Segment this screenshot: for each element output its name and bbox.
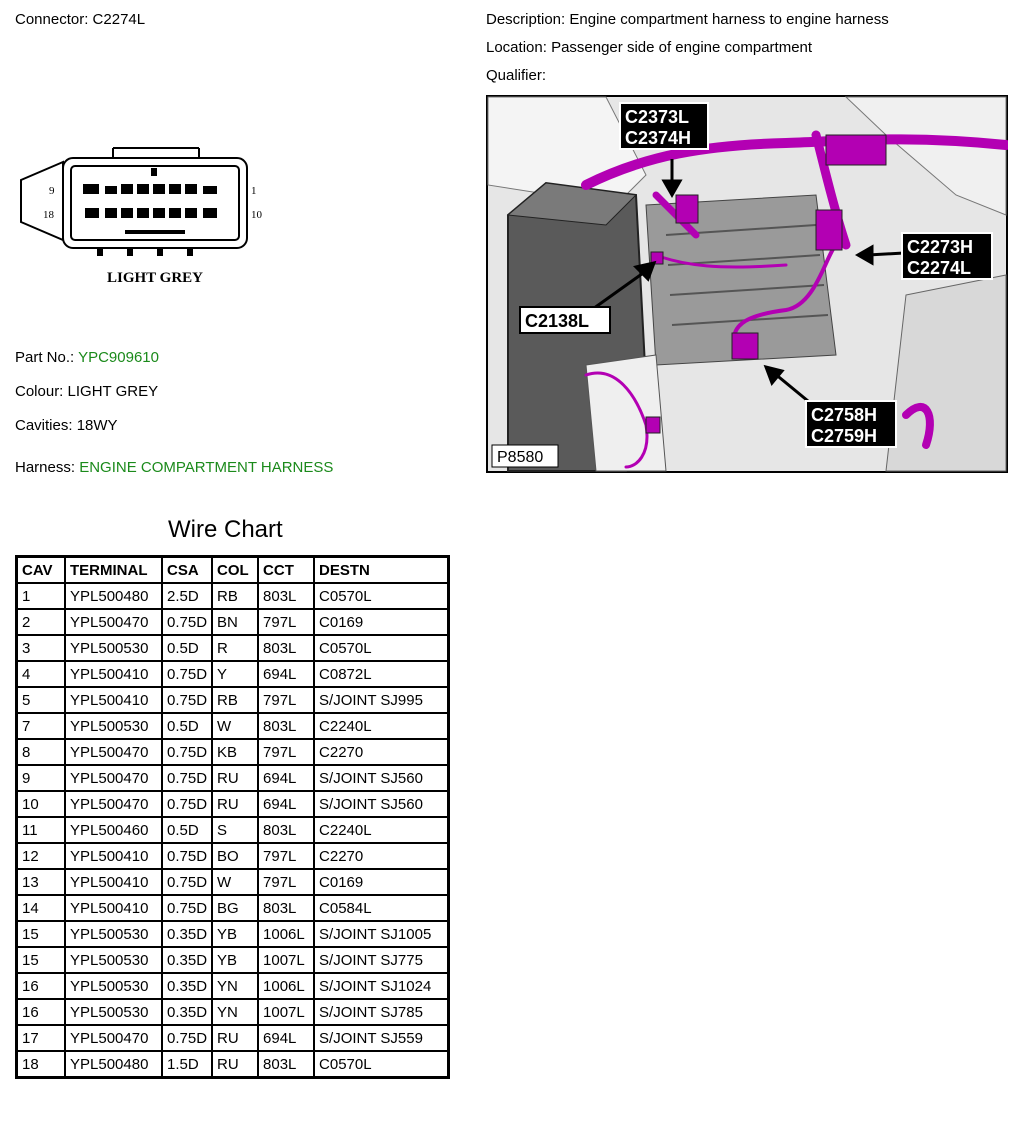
cell-cav: 3 xyxy=(17,635,66,661)
cell-cav: 11 xyxy=(17,817,66,843)
cell-terminal: YPL500530 xyxy=(65,921,162,947)
cell-destn: S/JOINT SJ1005 xyxy=(314,921,449,947)
cell-csa: 2.5D xyxy=(162,583,212,609)
cell-csa: 1.5D xyxy=(162,1051,212,1078)
wire-chart-table xyxy=(15,555,450,1079)
callout-c2374h: C2374H xyxy=(625,128,692,148)
pin-10-label: 10 xyxy=(251,209,262,221)
cell-col: YN xyxy=(212,999,258,1025)
part-number-label: Part No.: xyxy=(15,349,75,366)
connector-block-c2373l xyxy=(676,195,698,223)
header-terminal: TERMINAL xyxy=(65,557,162,584)
cell-cct: 1006L xyxy=(258,973,314,999)
callout-c2758h: C2758H xyxy=(811,405,878,425)
table-row xyxy=(17,713,449,739)
qualifier-label: Qualifier: xyxy=(486,67,547,84)
cell-destn: C2270 xyxy=(314,843,449,869)
cell-cct: 803L xyxy=(258,1051,314,1078)
cell-cct: 803L xyxy=(258,817,314,843)
cell-cav: 18 xyxy=(17,1051,66,1078)
table-row xyxy=(17,765,449,791)
cell-cav: 12 xyxy=(17,843,66,869)
cell-destn: C0169 xyxy=(314,609,449,635)
cell-csa: 0.75D xyxy=(162,687,212,713)
table-row xyxy=(17,817,449,843)
cell-destn: S/JOINT SJ995 xyxy=(314,687,449,713)
qualifier-line xyxy=(486,67,546,84)
header-destn: DESTN xyxy=(314,557,449,584)
harness-label: Harness: xyxy=(15,459,76,476)
cell-cav: 16 xyxy=(17,973,66,999)
photo-ref: P8580 xyxy=(497,449,544,466)
cell-destn: S/JOINT SJ559 xyxy=(314,1025,449,1051)
cell-col: YB xyxy=(212,921,258,947)
cell-destn: S/JOINT SJ775 xyxy=(314,947,449,973)
table-row xyxy=(17,687,449,713)
location-photo xyxy=(486,95,1008,473)
cell-cct: 1006L xyxy=(258,921,314,947)
cell-cav: 17 xyxy=(17,1025,66,1051)
table-row xyxy=(17,1025,449,1051)
header-csa: CSA xyxy=(162,557,212,584)
cavities-line xyxy=(15,417,118,434)
table-row xyxy=(17,947,449,973)
cell-destn: S/JOINT SJ1024 xyxy=(314,973,449,999)
cell-cct: 1007L xyxy=(258,947,314,973)
pin-18-label: 18 xyxy=(43,209,54,221)
cell-col: KB xyxy=(212,739,258,765)
cell-terminal: YPL500410 xyxy=(65,687,162,713)
part-number-value: YPC909610 xyxy=(78,349,159,366)
cell-col: RB xyxy=(212,687,258,713)
cell-terminal: YPL500410 xyxy=(65,661,162,687)
cell-terminal: YPL500470 xyxy=(65,609,162,635)
cell-csa: 0.75D xyxy=(162,791,212,817)
cell-cct: 694L xyxy=(258,661,314,687)
wire-chart-title: Wire Chart xyxy=(168,516,283,543)
cell-csa: 0.35D xyxy=(162,973,212,999)
cell-csa: 0.35D xyxy=(162,947,212,973)
cell-destn: S/JOINT SJ560 xyxy=(314,765,449,791)
cell-cct: 797L xyxy=(258,843,314,869)
part-number-line xyxy=(15,349,159,366)
table-row xyxy=(17,895,449,921)
cell-csa: 0.75D xyxy=(162,765,212,791)
cell-terminal: YPL500480 xyxy=(65,583,162,609)
table-row xyxy=(17,973,449,999)
cell-col: RU xyxy=(212,765,258,791)
callout-c2273h: C2273H xyxy=(907,237,974,257)
cell-cav: 10 xyxy=(17,791,66,817)
cell-cav: 14 xyxy=(17,895,66,921)
cell-col: R xyxy=(212,635,258,661)
cell-destn: C0570L xyxy=(314,1051,449,1078)
cell-destn: S/JOINT SJ785 xyxy=(314,999,449,1025)
cell-csa: 0.75D xyxy=(162,739,212,765)
cell-destn: C2270 xyxy=(314,739,449,765)
cell-csa: 0.75D xyxy=(162,609,212,635)
cell-cav: 15 xyxy=(17,947,66,973)
cell-csa: 0.35D xyxy=(162,921,212,947)
cell-terminal: YPL500530 xyxy=(65,973,162,999)
cell-cav: 5 xyxy=(17,687,66,713)
connector-heading xyxy=(15,11,145,28)
location-label: Location: xyxy=(486,39,547,56)
connector-colour-caption: LIGHT GREY xyxy=(107,270,203,286)
cell-cct: 803L xyxy=(258,713,314,739)
cell-destn: C0584L xyxy=(314,895,449,921)
table-row xyxy=(17,921,449,947)
description-value: Engine compartment harness to engine harness xyxy=(569,11,889,28)
cell-cct: 797L xyxy=(258,687,314,713)
cell-terminal: YPL500470 xyxy=(65,1025,162,1051)
cell-cav: 2 xyxy=(17,609,66,635)
cell-col: W xyxy=(212,713,258,739)
cell-cav: 1 xyxy=(17,583,66,609)
cell-csa: 0.75D xyxy=(162,661,212,687)
cell-terminal: YPL500470 xyxy=(65,765,162,791)
cell-destn: C0570L xyxy=(314,583,449,609)
cell-cav: 16 xyxy=(17,999,66,1025)
table-row xyxy=(17,843,449,869)
header-cct: CCT xyxy=(258,557,314,584)
cell-col: RU xyxy=(212,1051,258,1078)
cell-csa: 0.75D xyxy=(162,869,212,895)
cell-csa: 0.75D xyxy=(162,843,212,869)
table-row xyxy=(17,1051,449,1078)
table-row xyxy=(17,739,449,765)
colour-label: Colour: xyxy=(15,383,64,400)
cell-terminal: YPL500480 xyxy=(65,1051,162,1078)
description-line xyxy=(486,11,889,28)
cell-cct: 694L xyxy=(258,791,314,817)
cell-cct: 694L xyxy=(258,765,314,791)
colour-value: LIGHT GREY xyxy=(67,383,159,400)
callout-c2373l: C2373L xyxy=(625,107,690,127)
cell-terminal: YPL500410 xyxy=(65,895,162,921)
location-value: Passenger side of engine compartment xyxy=(551,39,813,56)
cell-destn: S/JOINT SJ560 xyxy=(314,791,449,817)
cell-cct: 797L xyxy=(258,609,314,635)
cell-destn: C2240L xyxy=(314,713,449,739)
cavities-label: Cavities: xyxy=(15,417,73,434)
cell-destn: C0169 xyxy=(314,869,449,895)
cell-terminal: YPL500530 xyxy=(65,947,162,973)
cell-terminal: YPL500530 xyxy=(65,999,162,1025)
table-row xyxy=(17,583,449,609)
cell-terminal: YPL500460 xyxy=(65,817,162,843)
callout-c2138l: C2138L xyxy=(525,311,590,331)
harness-line xyxy=(15,459,333,476)
connector-block-c2758h xyxy=(732,333,758,359)
connector-latch-shape xyxy=(21,162,63,240)
cell-terminal: YPL500530 xyxy=(65,635,162,661)
cell-col: S xyxy=(212,817,258,843)
cell-terminal: YPL500410 xyxy=(65,869,162,895)
callout-c2759h: C2759H xyxy=(811,426,878,446)
pin-9-label: 9 xyxy=(49,185,55,197)
cell-cct: 797L xyxy=(258,869,314,895)
connector-face-drawing xyxy=(15,140,275,290)
table-row xyxy=(17,661,449,687)
cell-cav: 13 xyxy=(17,869,66,895)
cell-cav: 9 xyxy=(17,765,66,791)
cell-csa: 0.5D xyxy=(162,635,212,661)
connector-block-c2274l xyxy=(816,210,842,250)
cell-csa: 0.5D xyxy=(162,713,212,739)
connector-label: Connector: xyxy=(15,11,89,28)
cell-terminal: YPL500470 xyxy=(65,791,162,817)
cell-col: RU xyxy=(212,1025,258,1051)
cell-cct: 1007L xyxy=(258,999,314,1025)
connector-value: C2274L xyxy=(92,11,146,28)
cell-cct: 803L xyxy=(258,583,314,609)
cell-cct: 797L xyxy=(258,739,314,765)
wire-chart-header-row xyxy=(17,557,449,584)
table-row xyxy=(17,791,449,817)
header-col: COL xyxy=(212,557,258,584)
cell-col: YB xyxy=(212,947,258,973)
pin-1-label: 1 xyxy=(251,185,257,197)
table-row xyxy=(17,999,449,1025)
cell-col: BN xyxy=(212,609,258,635)
cell-destn: C2240L xyxy=(314,817,449,843)
cell-terminal: YPL500530 xyxy=(65,713,162,739)
cell-cav: 15 xyxy=(17,921,66,947)
cell-col: Y xyxy=(212,661,258,687)
header-cav: CAV xyxy=(17,557,66,584)
table-row xyxy=(17,635,449,661)
cavities-value: 18WY xyxy=(76,417,118,434)
location-line xyxy=(486,39,812,56)
wire-chart-body xyxy=(17,583,449,1078)
description-label: Description: xyxy=(486,11,566,28)
cell-col: RU xyxy=(212,791,258,817)
cell-destn: C0570L xyxy=(314,635,449,661)
cell-terminal: YPL500410 xyxy=(65,843,162,869)
cell-csa: 0.75D xyxy=(162,895,212,921)
cell-csa: 0.75D xyxy=(162,1025,212,1051)
cell-cct: 803L xyxy=(258,895,314,921)
cell-terminal: YPL500470 xyxy=(65,739,162,765)
cell-cav: 8 xyxy=(17,739,66,765)
cell-cct: 803L xyxy=(258,635,314,661)
cell-cct: 694L xyxy=(258,1025,314,1051)
table-row xyxy=(17,869,449,895)
cell-col: RB xyxy=(212,583,258,609)
callout-c2274l: C2274L xyxy=(907,258,972,278)
cell-cav: 4 xyxy=(17,661,66,687)
colour-line xyxy=(15,383,158,400)
cell-destn: C0872L xyxy=(314,661,449,687)
cell-col: W xyxy=(212,869,258,895)
cell-csa: 0.35D xyxy=(162,999,212,1025)
table-row xyxy=(17,609,449,635)
harness-value: ENGINE COMPARTMENT HARNESS xyxy=(79,459,334,476)
cell-col: BO xyxy=(212,843,258,869)
cell-col: BG xyxy=(212,895,258,921)
cell-csa: 0.5D xyxy=(162,817,212,843)
cell-cav: 7 xyxy=(17,713,66,739)
cell-col: YN xyxy=(212,973,258,999)
